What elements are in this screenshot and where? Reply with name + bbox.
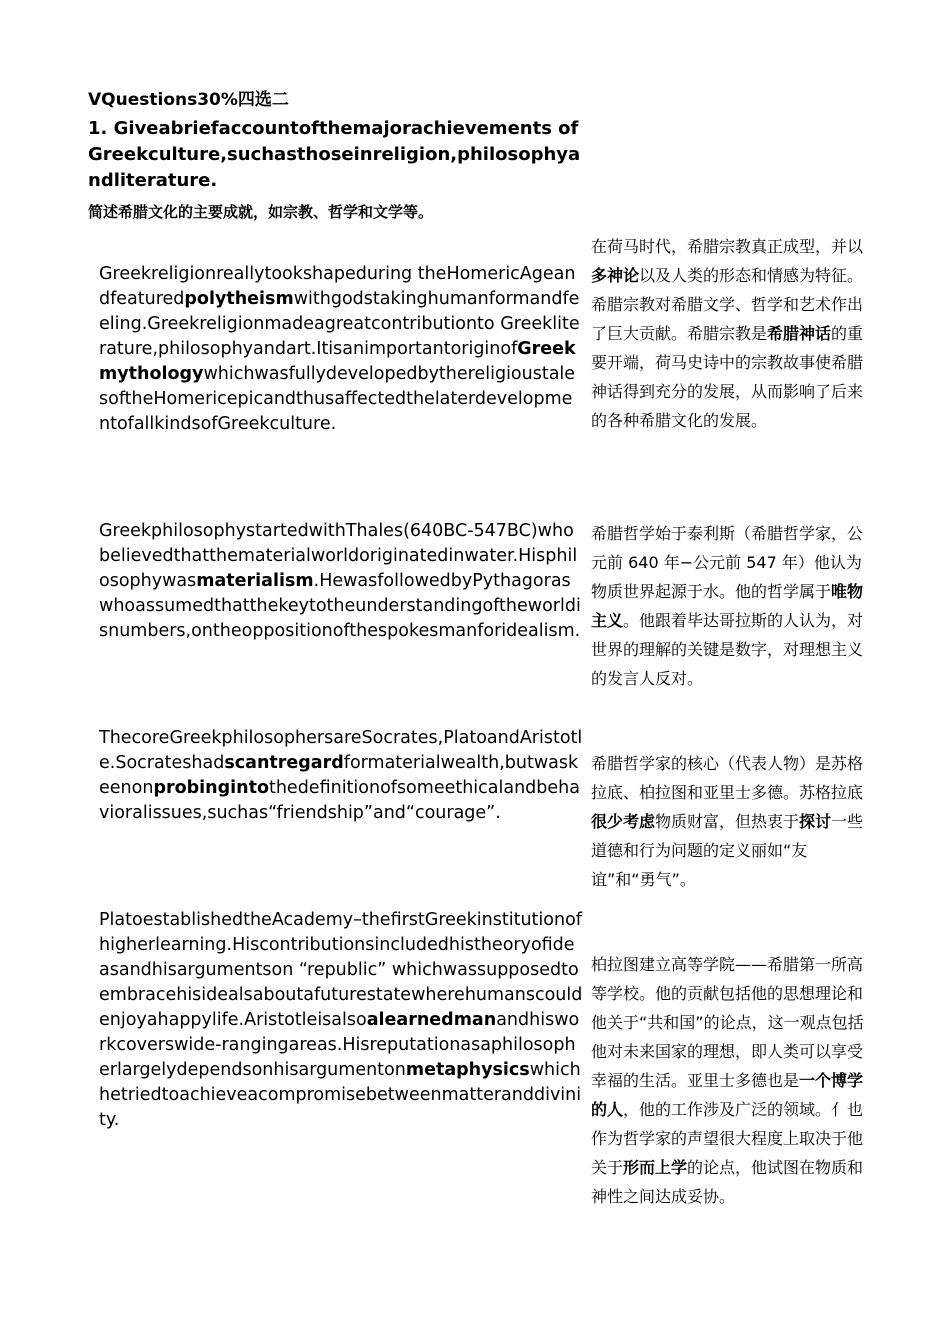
question-title: 1. Giveabriefaccountofthemajorachievements ofGreekculture,suchasthoseinreligion,philosophyandliterature. [88, 118, 581, 191]
bold-term: 一个博学的人 [591, 1071, 864, 1119]
text-run: ，他的工作涉及广泛的领域。亻也作为哲学家的声望很大程度上取决于他关于 [591, 1100, 864, 1177]
text-run: 的论点，他试图在物质和神性之间达成妥协。 [591, 1158, 864, 1206]
text-run: thedefinitionofsomeethicalandbehavioralissues,suchas“friendship”and“courage”. [99, 778, 580, 823]
bold-term: 多神论 [591, 266, 640, 285]
bold-term: scantregard [224, 753, 344, 773]
paragraph-early-philosophy-chinese [591, 519, 869, 693]
text-run: GreekphilosophystartedwithThales(640BC-547BC)whobelievedthatthematerialworldoriginatedinwater.Hisphilosophywas [99, 521, 578, 591]
bold-term: 希腊神话 [767, 324, 832, 343]
section-heading: VQuestions30%四选二 [88, 90, 289, 110]
paragraph-plato-aristotle-chinese [591, 950, 869, 1211]
text-run: formaterialwealth,butwaskeenon [99, 753, 579, 798]
paragraph-religion-chinese [591, 232, 869, 455]
text-run: whichhetriedtoachieveacompromisebetweenmatteranddivinity. [99, 1060, 582, 1130]
paragraph-plato-aristotle-english [99, 908, 583, 1133]
paragraph-religion-english [99, 262, 583, 437]
text-run: 以及人类的形态和情感为特征。希腊宗教对希腊文学、哲学和艺术作出了巨大贡献。希腊宗教是 [591, 266, 864, 343]
bold-term: materialism [196, 571, 314, 591]
text-run: andhisworkcoverswide-rangingareas.Hisreputationasaphilosopherlargelydependsonhisargumenton [99, 1010, 580, 1080]
paragraph-socrates-chinese [591, 749, 869, 914]
text-run: 的重要开端，荷马史诗中的宗教故事使希腊神话得到充分的发展，从而影响了后来的各种希腊文化的发展。 [591, 324, 864, 430]
text-run: 在荷马时代，希腊宗教真正成型，并以 [591, 237, 864, 256]
bold-term: Greekmythology [99, 339, 576, 384]
text-run: 。他跟着毕达哥拉斯的人认为，对世界的理解的关键是数字，对理想主义的发言人反对。 [591, 611, 864, 688]
bold-term: 很少考虑 [591, 812, 656, 831]
text-run: 一些道德和行为问题的定义丽如“友谊”和“勇气”。 [591, 812, 864, 889]
text-run: PlatoestablishedtheAcademy–thefirstGreekinstitutionofhigherlearning.Hiscontributionsincludedhistheoryofideasandhisargumentson “republic” whichwassupposedtoembracehisidealsaboutafuturestatewherehumanscouldenjoyahappylife.Aristotleisalso [99, 910, 583, 1030]
bold-term: 唯物主义 [591, 582, 864, 630]
paragraph-early-philosophy-english [99, 519, 583, 644]
text-run: whichwasfullydevelopedbythereligioustalesoftheHomericepicandthusaffectedthelaterdevelopmentofallkindsofGreekculture. [99, 364, 576, 434]
text-run: 希腊哲学家的核心（代表人物）是苏格拉底、柏拉图和亚里士多德。苏格拉底 [591, 754, 864, 802]
text-run: 柏拉图建立高等学院——希腊第一所高等学校。他的贡献包括他的思想理论和他关于“共和国”的论点，这一观点包括他对未来国家的理想，即人类可以享受幸福的生活。亚里士多德也是 [591, 955, 864, 1090]
text-run: Greekreligionreallytookshapeduring theHomericAgeandfeatured [99, 264, 576, 309]
question-title-chinese: 简述希腊文化的主要成就，如宗教、哲学和文学等。 [88, 203, 434, 221]
text-run: 物质财富，但热衷于 [655, 812, 800, 831]
text-run: .HewasfollowedbyPythagoraswhoassumedthatthekeytotheunderstandingoftheworldisnumbers,ontheoppositionofthespokesmanforidealism. [99, 571, 581, 641]
bold-term: polytheism [184, 289, 294, 309]
text-run: ThecoreGreekphilosophersareSocrates,PlatoandAristotle.Socrateshad [99, 728, 583, 773]
bold-term: probinginto [153, 778, 269, 798]
bold-term: 形而上学 [623, 1158, 688, 1177]
bold-term: metaphysics [405, 1060, 530, 1080]
bold-term: 探讨 [799, 812, 832, 831]
paragraph-socrates-english [99, 726, 583, 826]
bold-term: alearnedman [366, 1010, 497, 1030]
text-run: withgodstakinghumanformandfeeling.Greekreligionmadeagreatcontributionto Greekliterature,philosophyandart.Itisanimportantoriginof [99, 289, 580, 359]
text-run: 希腊哲学始于泰利斯（希腊哲学家，公元前 640 年−公元前 547 年）他认为物质世界起源于水。他的哲学属于 [591, 524, 864, 601]
